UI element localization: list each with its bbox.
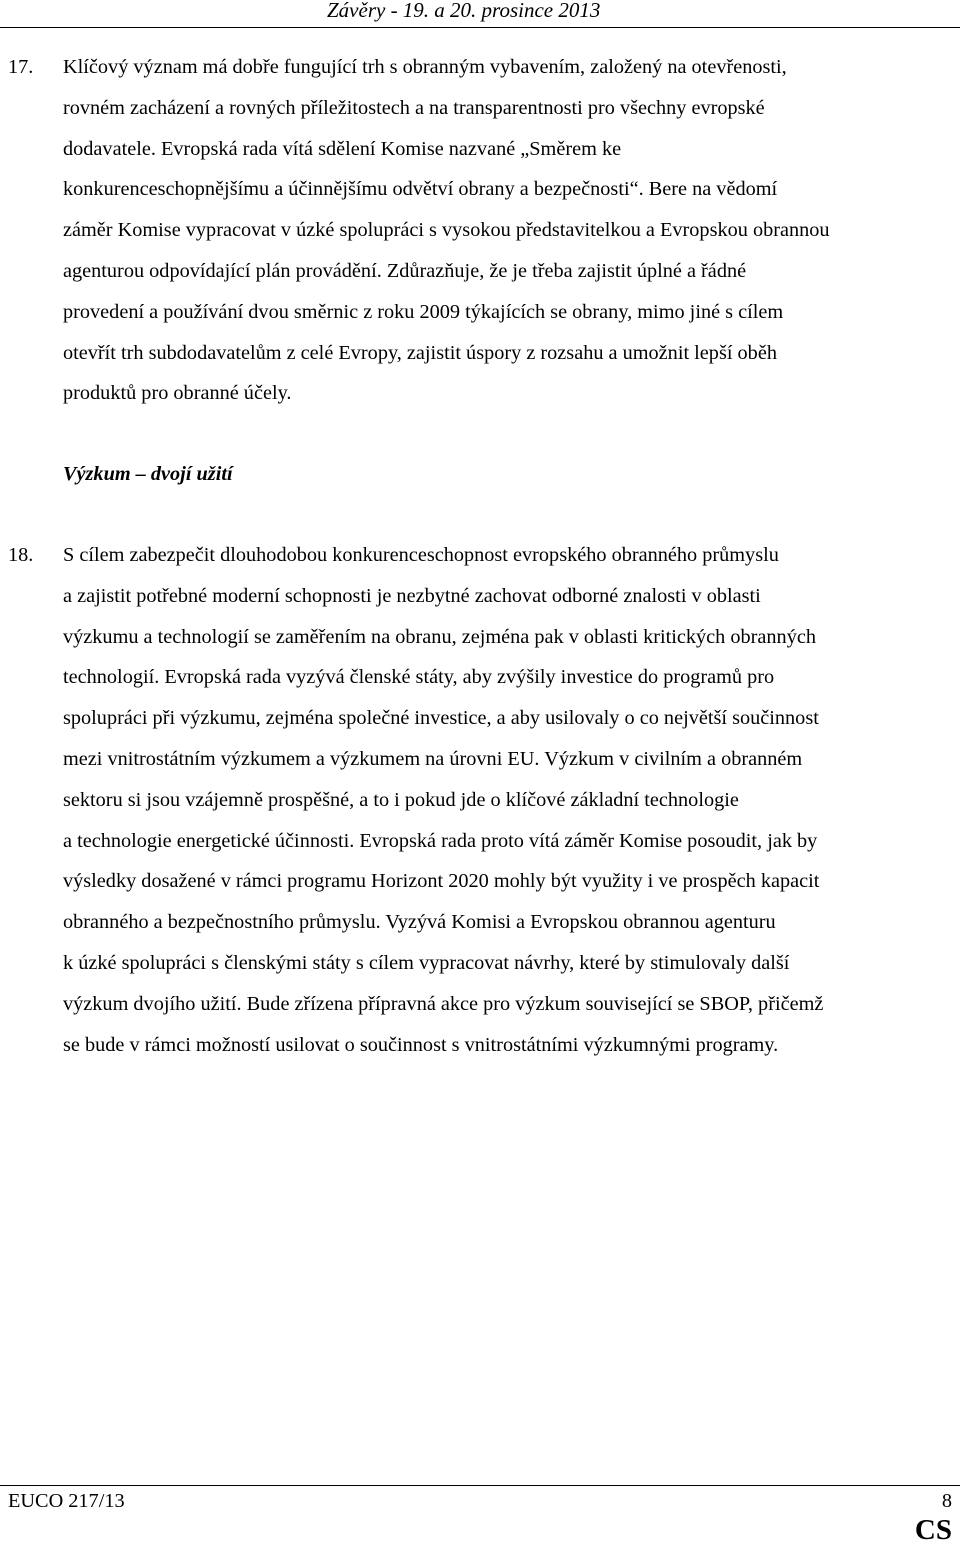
language-code: CS [914,1514,952,1546]
text-line: mezi vnitrostátním výzkumem a výzkumem na úrovni EU. Výzkum v civilním a obranném [63,747,803,770]
page-number: 8 [941,1490,952,1512]
text-line: technologií. Evropská rada vyzývá členské státy, aby zvýšily investice do programů pro [63,666,775,689]
text-line: konkurenceschopnějšímu a účinnějšímu odvětví obrany a bezpečnosti“. Bere na vědomí [63,178,778,201]
text-line: záměr Komise vypracovat v úzké spolupráci s vysokou představitelkou a Evropskou obrannou [63,219,830,242]
text-line: se bude v rámci možností usilovat o součinnost s vnitrostátními výzkumnými programy. [63,1033,779,1056]
text-line: produktů pro obranné účely. [63,382,292,405]
footer-divider [0,1485,960,1486]
text-line: výzkumu a technologií se zaměřením na obranu, zejména pak v oblasti kritických obranných [63,625,816,648]
text-line: a technologie energetické účinnosti. Evropská rada proto vítá záměr Komise posoudit, jak by [63,829,818,852]
text-line: výzkum dvojího užití. Bude zřízena přípravná akce pro výzkum související se SBOP, přičemž [63,992,824,1015]
text-line: výsledky dosažené v rámci programu Horizont 2020 mohly být využity i ve prospěch kapacit [63,870,820,893]
document-reference: EUCO 217/13 [8,1490,125,1512]
text-line: spolupráci při výzkumu, zejména společné investice, a aby usilovaly o co největší součinnost [63,707,819,730]
text-line: obranného a bezpečnostního průmyslu. Vyzývá Komisi a Evropskou obrannou agenturu [63,911,776,934]
text-line: rovném zacházení a rovných příležitostech a na transparentnosti pro všechny evropské [63,96,765,119]
paragraph-body [63,47,960,414]
text-line: S cílem zabezpečit dlouhodobou konkurenceschopnost evropského obranného průmyslu [63,544,779,566]
text-line: provedení a používání dvou směrnic z roku 2009 týkajících se obrany, mimo jiné s cílem [63,300,784,323]
header-divider [0,27,960,28]
paragraph-number: 18. [8,544,34,566]
text-line: sektoru si jsou vzájemně prospěšné, a to i pokud jde o klíčové základní technologie [63,788,739,811]
paragraph-number: 17. [8,56,34,78]
text-line: k úzké spolupráci s členskými státy s cílem vypracovat návrhy, které by stimulovaly další [63,951,790,974]
text-line: dodavatele. Evropská rada vítá sdělení Komise nazvané „Směrem ke [63,137,622,160]
page-header-title: Závěry - 19. a 20. prosince 2013 [327,0,601,22]
text-line: a zajistit potřebné moderní schopnosti je nezbytné zachovat odborné znalosti v oblasti [63,584,761,607]
text-line: otevřít trh subdodavatelům z celé Evropy, zajistit úspory z rozsahu a umožnit lepší oběh [63,341,777,364]
paragraph-body [63,535,960,1065]
text-line: agenturou odpovídající plán provádění. Zdůrazňuje, že je třeba zajistit úplné a řádné [63,259,747,282]
text-line: Klíčový význam má dobře fungující trh s obranným vybavením, založený na otevřenosti, [63,56,787,78]
section-heading: Výzkum – dvojí užití [63,463,233,485]
